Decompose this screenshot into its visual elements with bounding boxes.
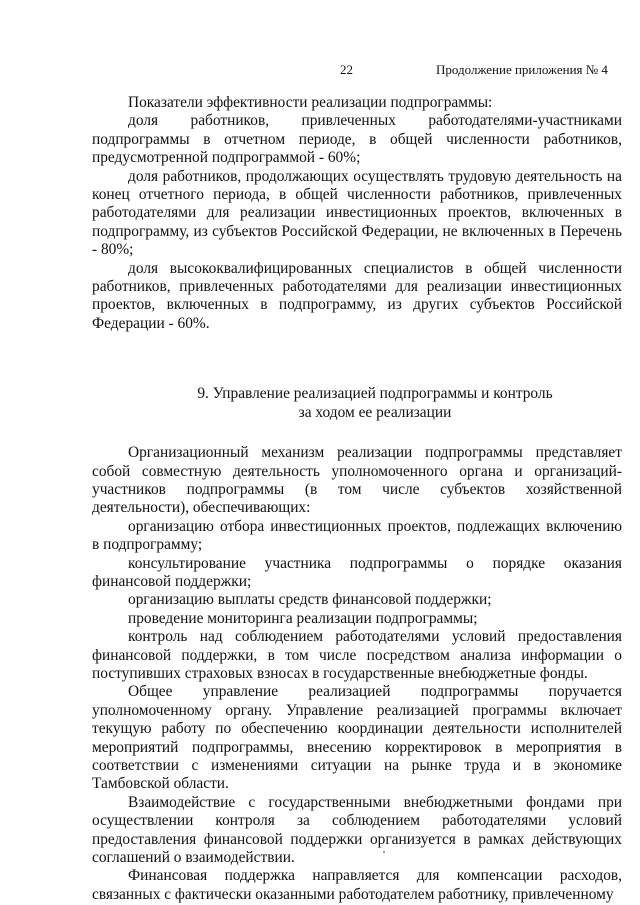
section-title-line-1: 9. Управление реализацией подпрограммы и контроль: [197, 385, 553, 403]
paragraph-payments: организацию выплаты средств финансовой поддержки;: [128, 591, 492, 609]
indicator-item-3: доля высококвалифицированных специалистов в общей численности работников, привлеченных работодателями для реализации инвестиционных проектов, включенных в подпрограмму, из других субъектов Российской Федерации - 60%.: [92, 259, 622, 332]
document-body: [92, 94, 622, 904]
paragraph-selection: организацию отбора инвестиционных проектов, подлежащих включению в подпрограмму;: [92, 517, 622, 554]
indicator-item-1: доля работников, привлеченных работодателями-участниками подпрограммы в отчетном периоде, в общей численности работников, предусмотренной подпрограммой - 60%;: [92, 112, 622, 167]
paragraph-control: контроль над соблюдением работодателями условий предоставления финансовой поддержки, в том числе посредством анализа информации о поступивших страховых взносах в государственные внебюджетные фонды.: [92, 628, 622, 682]
scan-speck: [383, 851, 385, 853]
appendix-continuation-label: Продолжение приложения № 4: [436, 62, 608, 77]
section-title-line-2: за ходом ее реализации: [298, 403, 452, 421]
paragraph-financial-support: Финансовая поддержка направляется для компенсации расходов, связанных с фактически оказанными работодателем работнику, привлеченному: [92, 867, 622, 903]
section-title: [92, 385, 622, 422]
paragraph-consulting: консультирование участника подпрограммы о порядке оказания финансовой поддержки;: [92, 554, 622, 590]
page-number: 22: [340, 62, 353, 77]
paragraph-general-management: Общее управление реализацией подпрограммы поручается уполномоченному органу. Управление реализацией программы включает текущую работу по обеспечению координации деятельности исполнителей мероприятий подпрограммы, внесению корректировок в мероприятия в соответствии с изменениями ситуации на рынке труда и в экономике Тамбовской области.: [92, 683, 622, 793]
paragraph-interaction: Взаимодействие с государственными внебюджетными фондами при осуществлении контроля за соблюдением работодателями условий предоставления финансовой поддержки организуется в рамках действующих соглашений о взаимодействии.: [92, 793, 622, 867]
paragraph-monitoring: проведение мониторинга реализации подпрограммы;: [128, 609, 478, 627]
indicators-heading: Показатели эффективности реализации подпрограммы:: [128, 94, 493, 111]
paragraph-mechanism: Организационный механизм реализации подпрограммы представляет собой совместную деятельность уполномоченного органа и организаций-участников подпрограммы (в том числе субъектов хозяйственной деятельности), обеспечивающих:: [92, 444, 622, 517]
indicator-item-2: доля работников, продолжающих осуществлять трудовую деятельность на конец отчетного периода, в общей численности работников, привлеченных работодателями для реализации инвестиционных проектов, включенных в подпрограмму, из субъектов Российской Федерации, не включенных в Перечень - 80%;: [92, 167, 622, 259]
